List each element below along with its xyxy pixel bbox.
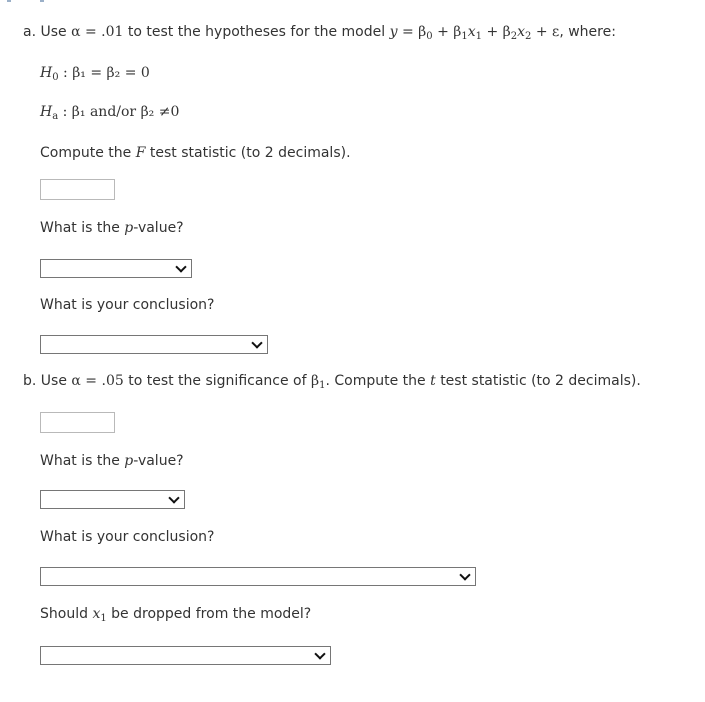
- chevron-down-icon: [314, 648, 325, 659]
- model-equation: $y = \beta_0 + \beta_1x_1 + \beta_2x_2 + \varepsilon$: [389, 24, 560, 42]
- part-a-conclusion-select[interactable]: [40, 335, 268, 354]
- part-a-question: a. Use α = .01 to test the hypotheses for the model $y = \beta_0 + \beta_1x_1 + \beta_2x_2 + \varepsilon$, where:: [23, 24, 616, 42]
- top-edge-mark: [40, 0, 44, 2]
- t-statistic-input[interactable]: [40, 412, 115, 433]
- part-a-p-value-prompt: What is the p-value?: [40, 220, 184, 236]
- part-b-p-value-select[interactable]: [40, 490, 185, 509]
- f-statistic-input[interactable]: [40, 179, 115, 200]
- chevron-down-icon: [168, 492, 179, 503]
- drop-x1-prompt: Should $x_1$ be dropped from the model?: [40, 606, 312, 624]
- part-b-question: b. Use α = .05 to test the significance of $\beta_1$. Compute the t test statistic (to 2 decimals).: [23, 373, 641, 391]
- chevron-down-icon: [459, 569, 470, 580]
- alternative-hypothesis: $H_a$ : β₁ and/or β₂ ≠0: [40, 104, 180, 122]
- part-a-p-value-select[interactable]: [40, 259, 192, 278]
- null-hypothesis: $H_0$ : β₁ = β₂ = 0: [40, 65, 150, 83]
- part-a-conclusion-prompt: What is your conclusion?: [40, 297, 215, 313]
- top-edge-mark: [7, 0, 11, 2]
- f-statistic-prompt: Compute the F test statistic (to 2 decimals).: [40, 145, 351, 161]
- drop-x1-select[interactable]: [40, 646, 331, 665]
- chevron-down-icon: [175, 261, 186, 272]
- part-b-conclusion-select[interactable]: [40, 567, 476, 586]
- part-b-p-value-prompt: What is the p-value?: [40, 453, 184, 469]
- part-b-conclusion-prompt: What is your conclusion?: [40, 529, 215, 545]
- chevron-down-icon: [251, 337, 262, 348]
